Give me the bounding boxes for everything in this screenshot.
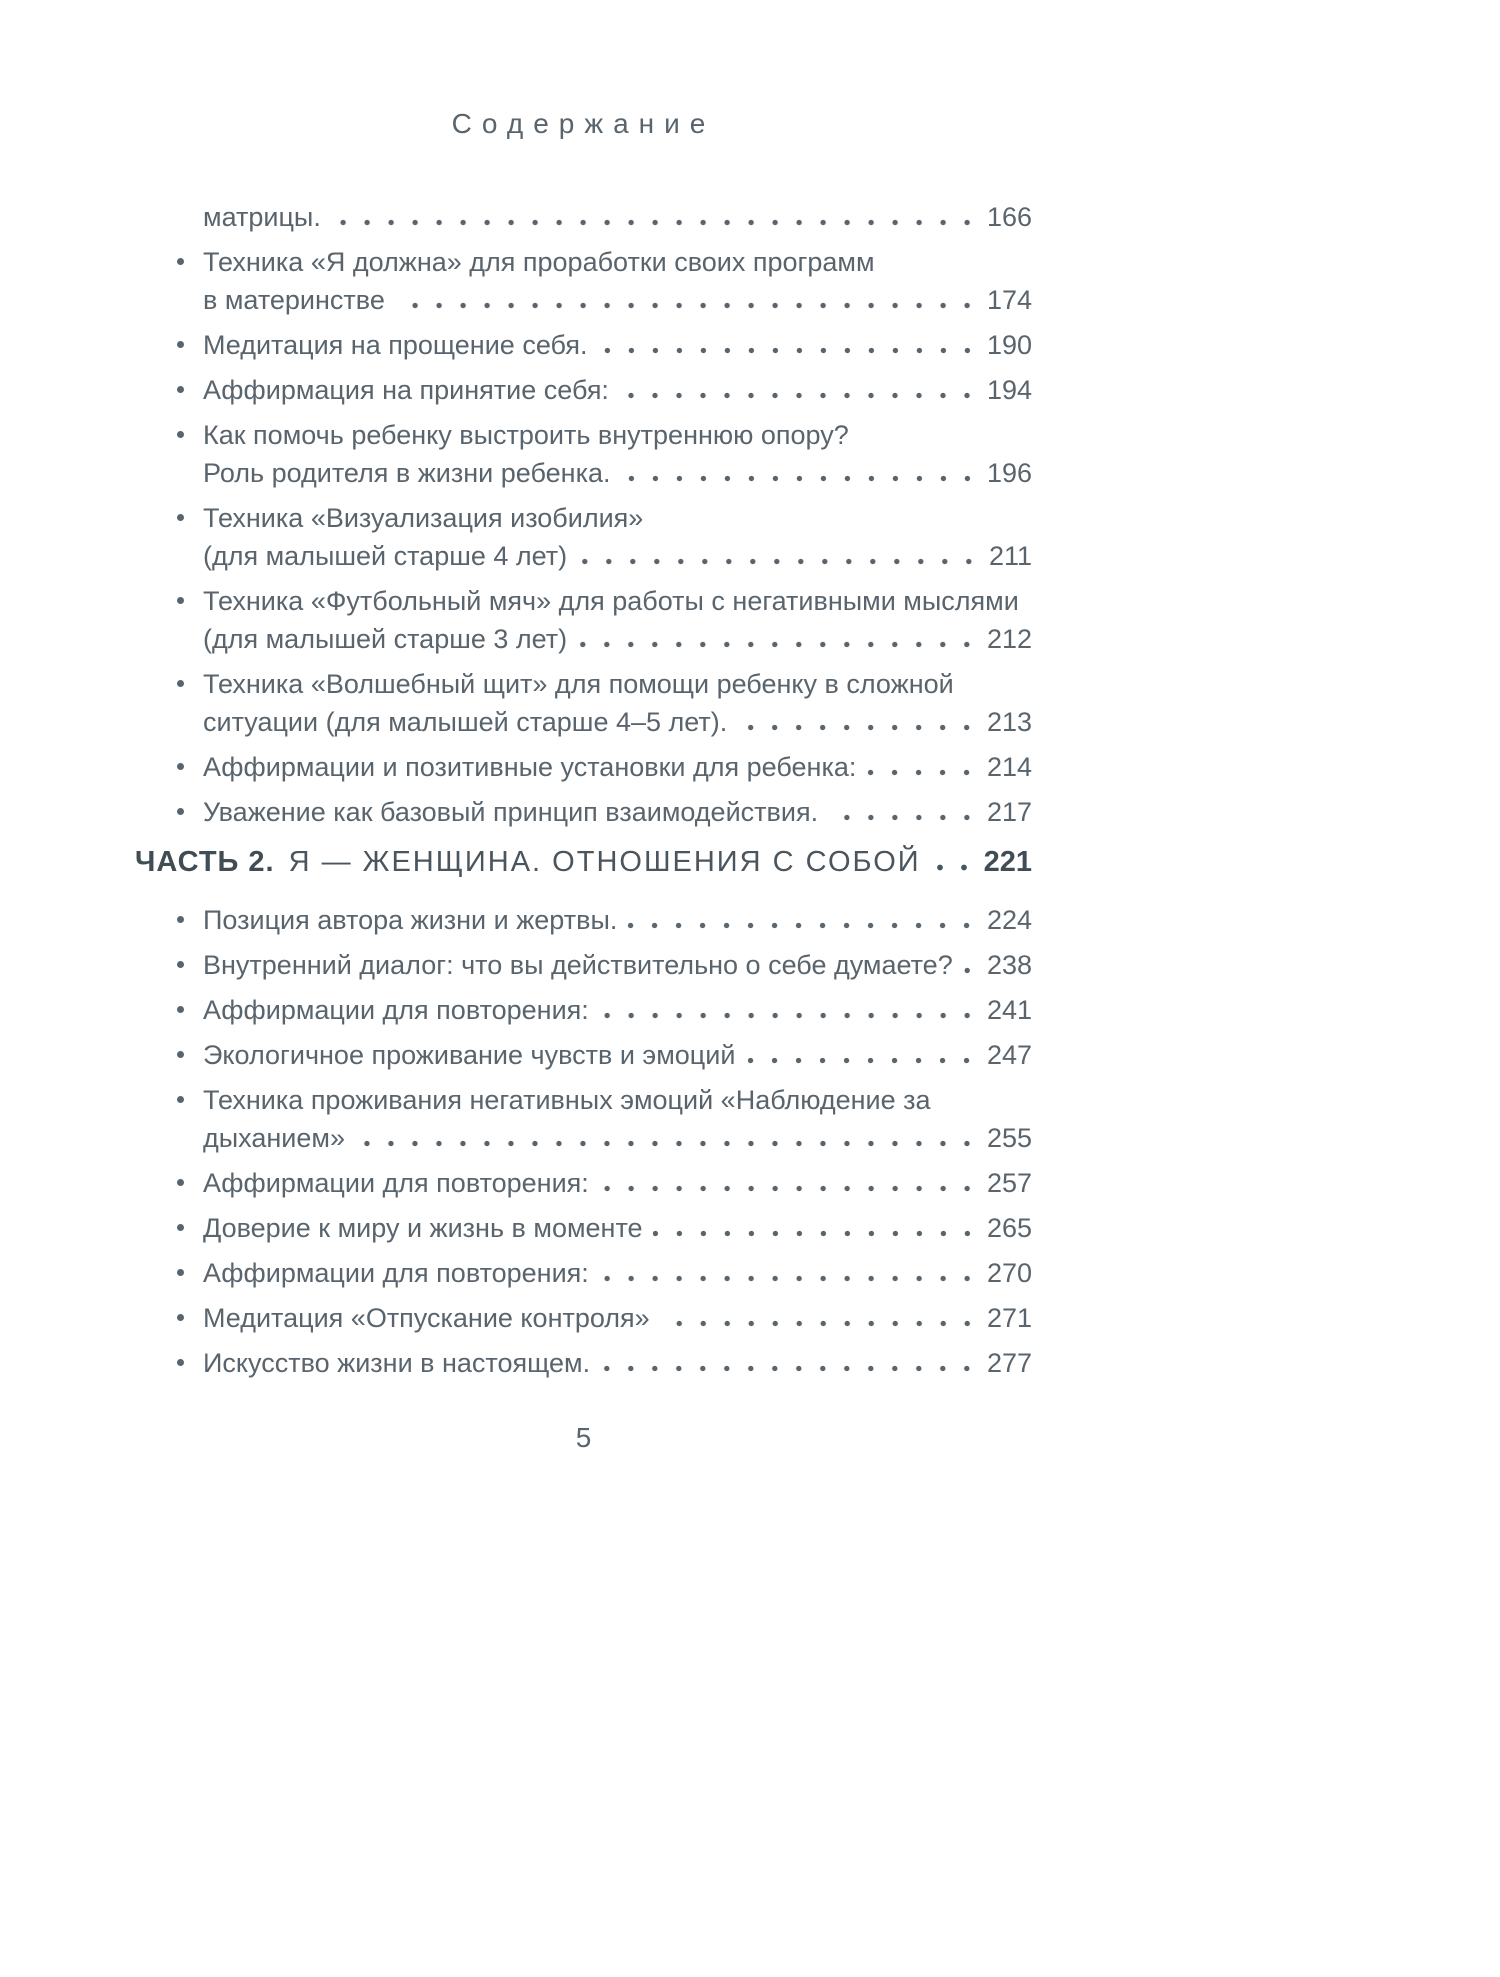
toc-entry [135,243,1032,319]
entry-text: Техника «Волшебный щит» для помощи ребенку в сложной [203,669,954,699]
dot-leader [577,558,981,565]
dot-leader [395,302,979,309]
dot-leader [600,1365,979,1372]
entry-text: в материнстве [203,285,385,315]
bullet-icon [177,1314,184,1321]
toc-entry [135,1081,1032,1157]
entry-text: Аффирмации для повторения: [203,995,589,1025]
entry-page-number: 211 [988,541,1032,571]
dot-leader [866,769,979,776]
entry-text: Техника «Визуализация изобилия» [203,503,644,533]
toc-entry [135,1299,1032,1337]
entry-text: Аффирмации для повторения: [203,1258,589,1288]
bullet-icon [177,1269,184,1276]
footer-page-number: 5 [575,1422,592,1453]
dot-leader [828,814,979,821]
bullet-icon [177,258,184,265]
entry-text: Аффирмация на принятие себя: [203,375,609,405]
dot-leader [619,392,979,399]
entry-page-number: 247 [986,1040,1032,1070]
entry-text: Аффирмации и позитивные установки для ребенка: [203,752,857,782]
toc-entry [135,793,1032,831]
dot-leader [737,724,979,731]
bullet-icon [177,386,184,393]
toc-entry [135,326,1032,364]
entry-page-number: 224 [986,905,1032,935]
toc-entry [135,1209,1032,1247]
toc-entry [135,901,1032,939]
toc-entry [135,1164,1032,1202]
toc-entry [135,665,1032,741]
bullet-icon [177,808,184,815]
dot-leader [598,347,979,354]
part-heading-page-number: 221 [983,846,1032,878]
bullet-icon [177,1359,184,1366]
dot-leader [963,967,979,974]
bullet-icon [177,680,184,687]
entry-text: матрицы. [203,202,321,232]
entry-text: Медитация на прощение себя. [203,330,588,360]
entry-text: Роль родителя в жизни ребенка. [203,458,611,488]
bullet-icon [177,597,184,604]
toc-entry [135,499,1032,575]
dot-leader [931,864,976,871]
bullet-icon [177,916,184,923]
entry-page-number: 257 [986,1168,1032,1198]
part-heading-title: Я — ЖЕНЩИНА. ОТНОШЕНИЯ С СОБОЙ [288,846,921,878]
entry-text: Как помочь ребенку выстроить внутреннюю опору? [203,420,849,450]
entry-page-number: 271 [986,1303,1032,1333]
dot-leader [627,922,979,929]
entry-page-number: 174 [986,285,1032,315]
bullet-icon [177,1051,184,1058]
entry-text: (для малышей старше 4 лет) [203,541,568,571]
entry-text: Медитация «Отпускание контроля» [203,1303,650,1333]
entry-text: Внутренний диалог: что вы действительно о себе думаете? [203,950,953,980]
dot-leader [599,1185,979,1192]
entry-page-number: 213 [986,707,1032,737]
entry-page-number: 190 [986,330,1032,360]
toc-entry [135,1344,1032,1382]
dot-leader [621,475,979,482]
toc-entry [135,991,1032,1029]
bullet-icon [177,341,184,348]
entry-text: Аффирмации для повторения: [203,1168,589,1198]
entry-page-number: 277 [986,1348,1032,1378]
toc-entry [135,371,1032,409]
entry-text: Экологичное проживание чувств и эмоций [203,1040,736,1070]
toc-entry [135,416,1032,492]
entry-page-number: 241 [986,995,1032,1025]
entry-text: (для малышей старше 3 лет) [203,624,568,654]
content-column [135,0,1032,1389]
bullet-icon [177,1006,184,1013]
page-title: Содержание [451,108,716,139]
toc-list-part1 [135,198,1032,831]
dot-leader [599,1275,979,1282]
entry-page-number: 194 [986,375,1032,405]
toc-entry [135,748,1032,786]
entry-text: Уважение как базовый принцип взаимодействия. [203,797,819,827]
toc-list-part2 [135,901,1032,1382]
toc-entry [135,582,1032,658]
entry-page-number: 214 [986,752,1032,782]
dot-leader [577,641,979,648]
bullet-icon [177,514,184,521]
entry-page-number: 212 [986,624,1032,654]
entry-page-number: 255 [986,1123,1032,1153]
bullet-icon [177,1224,184,1231]
dot-leader [660,1320,979,1327]
bullet-icon [177,431,184,438]
dot-leader [355,1140,979,1147]
bullet-icon [177,961,184,968]
bullet-icon [177,1096,184,1103]
part-heading-label: ЧАСТЬ 2. [135,846,275,878]
toc-entry [135,946,1032,984]
entry-page-number: 238 [986,950,1032,980]
entry-page-number: 217 [986,797,1032,827]
toc-entry [135,198,1032,236]
dot-leader [599,1012,979,1019]
entry-text: Доверие к миру и жизнь в моменте [203,1213,643,1243]
entry-text: ситуации (для малышей старше 4–5 лет). [203,707,728,737]
entry-page-number: 196 [986,458,1032,488]
entry-page-number: 166 [986,202,1032,232]
entry-text: Позиция автора жизни и жертвы. [203,905,618,935]
entry-text: дыханием» [203,1123,345,1153]
entry-text: Техника «Футбольный мяч» для работы с негативными мыслями [203,586,1019,616]
bullet-icon [177,1179,184,1186]
entry-text: Искусство жизни в настоящем. [203,1348,591,1378]
toc-entry [135,1036,1032,1074]
bullet-icon [177,763,184,770]
dot-leader [653,1230,979,1237]
entry-page-number: 270 [986,1258,1032,1288]
entry-text: Техника проживания негативных эмоций «Наблюдение за [203,1085,931,1115]
part-heading [135,839,1032,885]
entry-text: Техника «Я должна» для проработки своих программ [203,247,875,277]
toc-entry [135,1254,1032,1292]
dot-leader [745,1057,979,1064]
entry-page-number: 265 [986,1213,1032,1243]
dot-leader [331,219,979,226]
